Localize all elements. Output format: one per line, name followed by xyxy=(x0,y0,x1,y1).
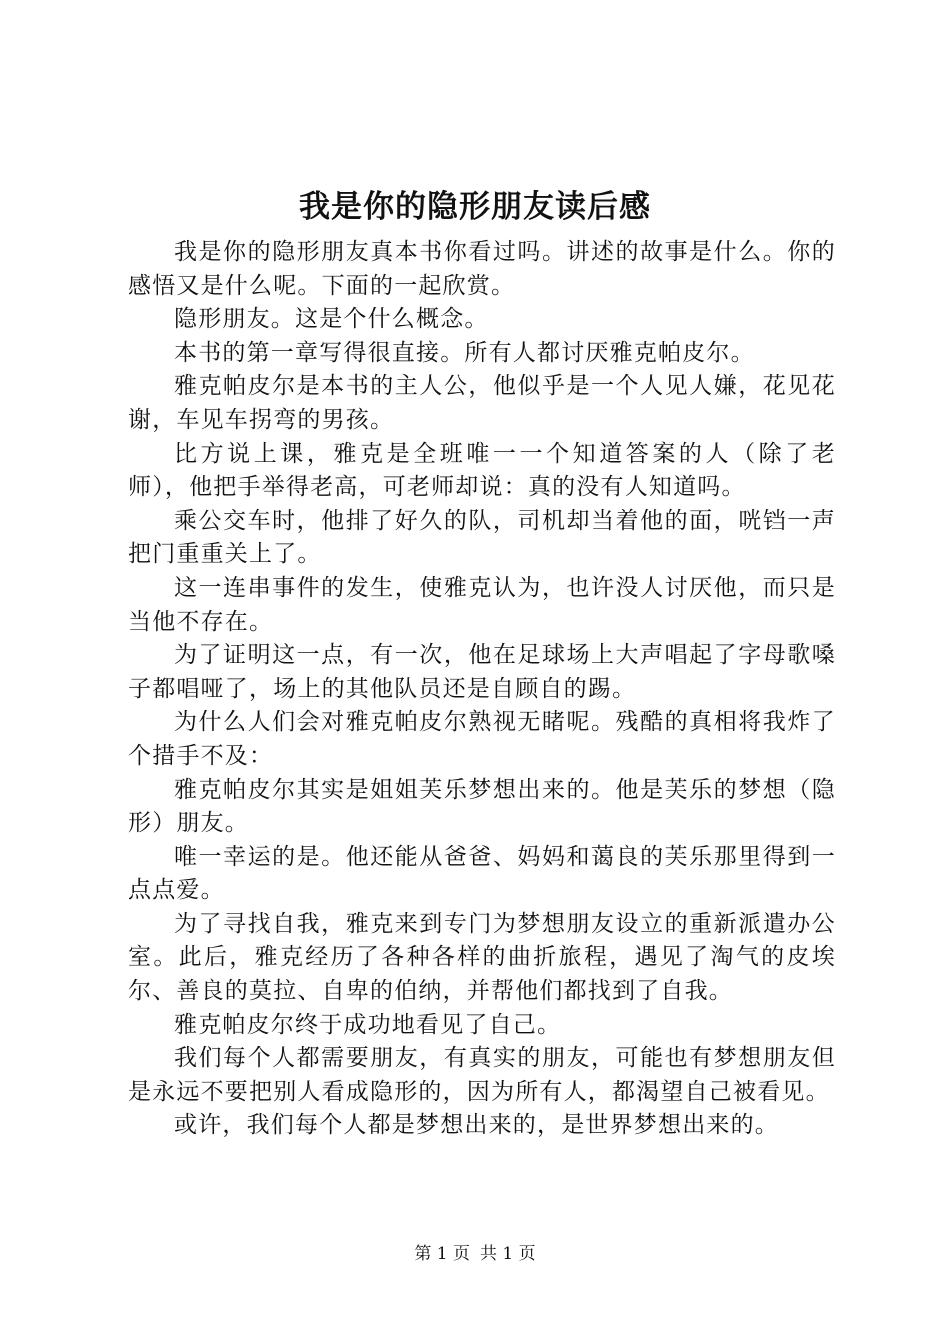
paragraph: 雅克帕皮尔是本书的主人公，他似乎是一个人见人嫌，花见花谢，车见车拐弯的男孩。 xyxy=(128,373,836,433)
paragraph: 雅克帕皮尔其实是姐姐芙乐梦想出来的。他是芙乐的梦想（隐形）朋友。 xyxy=(128,776,836,837)
paragraph: 本书的第一章写得很直接。所有人都讨厌雅克帕皮尔。 xyxy=(174,339,755,366)
document-body xyxy=(128,236,836,1143)
paragraph: 乘公交车时，他排了好久的队，司机却当着他的面，咣铛一声把门重重关上了。 xyxy=(128,507,836,568)
paragraph: 这一连串事件的发生，使雅克认为，也许没人讨厌他，而只是当他不存在。 xyxy=(128,574,836,635)
page-number: 第 1 页 xyxy=(414,1244,470,1264)
paragraph: 或许，我们每个人都是梦想出来的，是世界梦想出来的。 xyxy=(174,1112,779,1139)
paragraph: 我们每个人都需要朋友，有真实的朋友，可能也有梦想朋友但是永远不要把别人看成隐形的，因为所有人，都渴望自己被看见。 xyxy=(128,1045,836,1105)
paragraph: 为了证明这一点，有一次，他在足球场上大声唱起了字母歌嗓子都唱哑了，场上的其他队员还是自顾自的踢。 xyxy=(128,642,836,702)
paragraph: 比方说上课，雅克是全班唯一一个知道答案的人（除了老师），他把手举得老高，可老师却说：真的没有人知道吗。 xyxy=(128,440,836,501)
paragraph: 我是你的隐形朋友真本书你看过吗。讲述的故事是什么。你的感悟又是什么呢。下面的一起欣赏。 xyxy=(128,239,836,299)
document-title: 我是你的隐形朋友读后感 xyxy=(299,189,651,225)
paragraph: 为什么人们会对雅克帕皮尔熟视无睹呢。残酷的真相将我炸了个措手不及： xyxy=(128,709,836,769)
paragraph: 为了寻找自我，雅克来到专门为梦想朋友设立的重新派遣办公室。此后，雅克经历了各种各样的曲折旅程，遇见了淘气的皮埃尔、善良的莫拉、自卑的伯纳，并帮他们都找到了自我。 xyxy=(128,910,836,1005)
paragraph: 唯一幸运的是。他还能从爸爸、妈妈和蔼良的芙乐那里得到一点点爱。 xyxy=(128,843,836,904)
page-total: 共 1 页 xyxy=(480,1244,536,1264)
paragraph: 隐形朋友。这是个什么概念。 xyxy=(174,306,489,333)
page-footer xyxy=(0,1242,950,1266)
paragraph: 雅克帕皮尔终于成功地看见了自己。 xyxy=(174,1011,562,1038)
